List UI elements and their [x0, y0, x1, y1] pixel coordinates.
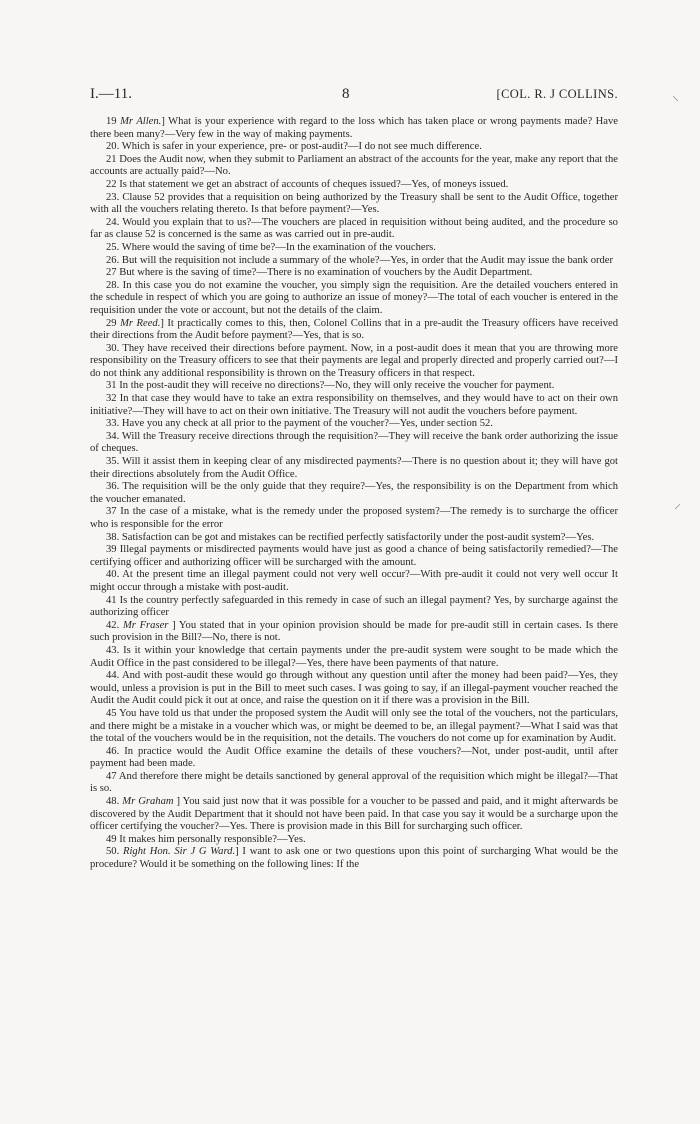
question-paragraph [90, 771, 618, 796]
question-text: ] What is your experience with regard to the loss which has taken place or wrong payments made? Have there been many?—Very few in the way of making payments. [90, 116, 618, 140]
speaker-name: Right Hon. Sir J G Ward. [123, 846, 236, 858]
question-paragraph [90, 569, 618, 594]
question-text: Where would the saving of time be?—In the examination of the vouchers. [121, 241, 436, 253]
question-number: 28. [106, 279, 123, 291]
question-number: 43. [106, 644, 124, 656]
question-text: ] I want to ask one or two questions upon this point of surcharging What would be the procedure? Would it be something on the following lines: If the [90, 846, 619, 871]
question-number: 36. [106, 481, 123, 493]
question-paragraph [90, 645, 618, 670]
question-number: 26. [106, 254, 122, 266]
question-text: In practice would the Audit Office examine the details of these vouchers?—Not, under post-audit, until after payment had been made. [90, 745, 618, 770]
question-text: And with post-audit these would go through without any question until after the money had been paid?—Yes, they would, unless a provision is put in the Bill to meet such cases. I was going to say, if an illegal-payment voucher reached the Audit the Audit could pick it out at once, and raise the question on it if there was a provision in the Bill. [90, 670, 618, 707]
section-reference: I.—11. [90, 86, 132, 102]
question-number: 45 [106, 707, 120, 719]
question-text: Is it within your knowledge that certain payments under the pre-audit system were sought to be made which the Audit Office in the past considered to be illegal?—Yes, there have been payments of that nature. [90, 644, 619, 669]
question-paragraph [90, 746, 618, 771]
question-number: 48. [106, 796, 123, 808]
question-paragraph [90, 796, 618, 834]
speaker-name: Mr Reed. [120, 317, 161, 329]
question-number: 25. [106, 241, 122, 253]
question-paragraph [90, 506, 618, 531]
question-number: 49 [106, 833, 120, 845]
question-text: Illegal payments or misdirected payments would have just as good a chance of being satisfactorily remedied?—The certifying officer and authorizing officer will be surcharged with the amount. [90, 544, 618, 568]
question-text: Would you explain that to us?—The vouchers are placed in requisition without being audited, and the procedure so far as clause 52 is concerned is the same as was carried out in pre-audit. [90, 216, 618, 241]
question-text: But will the requisition not include a summary of the whole?—Yes, in order that the Audit may issue the bank order [121, 254, 614, 266]
speaker-name: Mr Allen. [120, 116, 162, 127]
margin-mark: ⸌ [672, 95, 679, 110]
evidence-text [90, 116, 618, 872]
question-number: 22 [106, 178, 120, 190]
question-text: In the post-audit they will receive no directions?—No, they will only receive the voucher for payment. [119, 380, 555, 392]
question-paragraph [90, 393, 618, 418]
question-number: 47 [106, 770, 119, 782]
question-number: 29 [106, 317, 121, 329]
question-paragraph [90, 595, 618, 620]
question-paragraph [90, 846, 618, 871]
question-text: Will it assist them in keeping clear of any misdirected payments?—There is no question about it; they will have got their directions absolutely from the Audit Office. [90, 456, 618, 480]
witness-name: [COL. R. J COLLINS. [496, 87, 618, 101]
question-text: Will the Treasury receive directions through the requisition?—They will receive the bank order authorizing the issue of cheques. [90, 430, 618, 455]
question-text: ] You stated that in your opinion provision should be made for pre-audit still in certain cases. Is there such provision in the Bill?—No, there is not. [90, 619, 619, 644]
question-text: In that case they would have to take an extra responsibility on themselves, and they would have to act on their own initiative?—They will have to act on their own initiative. The Treasury will not audit the vouchers before payment. [90, 393, 618, 417]
question-number: 31 [106, 380, 120, 392]
question-text: Clause 52 provides that a requisition on being authorized by the Treasury shall be sent to the Audit Office, together with all the vouchers relating thereto. Is that before payment?—Yes. [90, 191, 619, 216]
question-paragraph [90, 267, 618, 280]
question-text: In this case you do not examine the voucher, you simply sign the requisition. Are the detailed vouchers entered in the schedule in respect of which you are going to authorize an issue of money?—The total of each voucher is entered in the requisition under the vote or account, but not the details of the claim. [90, 279, 618, 316]
question-paragraph [90, 481, 618, 506]
question-text: Is the country perfectly safeguarded in this remedy in case of such an illegal payment? Yes, by surcharge against the authorizing officer [90, 594, 618, 619]
question-paragraph [90, 141, 618, 154]
question-text: The requisition will be the only guide that they require?—Yes, the responsibility is on the Department from which the voucher emanated. [90, 481, 618, 505]
question-paragraph [90, 318, 618, 343]
question-paragraph [90, 834, 618, 847]
page-header [90, 86, 618, 106]
question-paragraph [90, 456, 618, 481]
question-number: 42. [106, 619, 123, 631]
question-paragraph [90, 544, 618, 569]
question-number: 33. [106, 418, 122, 430]
speaker-name: Mr Fraser [122, 619, 169, 631]
question-number: 39 [106, 544, 120, 556]
question-number: 34. [106, 430, 122, 442]
question-text: In the case of a mistake, what is the remedy under the proposed system?—The remedy is to surcharge the officer who is responsible for the error [90, 506, 619, 530]
question-paragraph [90, 280, 618, 318]
question-number: 40. [106, 569, 123, 581]
question-number: 32 [106, 393, 120, 405]
question-number: 44. [106, 670, 122, 682]
speaker-name: Mr Graham [122, 796, 174, 808]
question-text: ] You said just now that it was possible for a voucher to be passed and paid, and it might afterwards be discovered by the Audit Department that it should not have been paid. In that case you say it would be a surcharge upon the officer certifying the voucher?—Yes. There is provision made in this Bill for surcharging such officer. [90, 796, 618, 833]
question-paragraph [90, 192, 618, 217]
question-paragraph [90, 242, 618, 255]
question-number: 21 [106, 153, 120, 165]
question-text: Which is safer in your experience, pre- or post-audit?—I do not see much difference. [121, 141, 482, 153]
question-number: 37 [106, 506, 121, 518]
question-text: Have you any check at all prior to the payment of the voucher?—Yes, under section 52. [121, 418, 493, 430]
question-number: 35. [106, 456, 123, 468]
question-number: 50. [106, 846, 123, 858]
question-paragraph [90, 532, 618, 545]
question-paragraph [90, 255, 618, 268]
question-paragraph [90, 620, 618, 645]
question-text: But where is the saving of time?—There is no examination of vouchers by the Audit Department. [119, 267, 533, 279]
question-number: 30. [106, 342, 123, 354]
question-number: 24. [106, 216, 123, 228]
question-text: You have told us that under the proposed system the Audit will only see the total of the vouchers, not the particulars, and there might be a mistake in a voucher which was, or might be deemed to be, an illegal payment?—What I said was that the total of the vouchers would be in the requisition, not the details. The vouchers do not come up for examination by Audit. [90, 707, 618, 745]
question-number: 19 [106, 116, 121, 127]
question-number: 23. [106, 191, 123, 203]
question-paragraph [90, 217, 618, 242]
question-paragraph [90, 431, 618, 456]
question-text: It makes him personally responsible?—Yes. [119, 833, 306, 845]
question-paragraph [90, 116, 618, 141]
question-number: 41 [106, 594, 120, 606]
question-text: Satisfaction can be got and mistakes can be rectified perfectly satisfactorily under the post-audit system?—Yes. [121, 531, 595, 543]
question-paragraph [90, 343, 618, 381]
question-paragraph [90, 708, 618, 746]
question-paragraph [90, 154, 618, 179]
question-paragraph [90, 418, 618, 431]
question-number: 38. [106, 531, 122, 543]
question-text: Is that statement we get an abstract of accounts of cheques issued?—Yes, of moneys issued. [119, 178, 509, 190]
question-number: 27 [106, 267, 120, 279]
question-number: 20. [106, 141, 122, 153]
question-text: And therefore there might be details sanctioned by general approval of the requisition which might be illegal?—That is so. [90, 770, 618, 795]
page-number: 8 [342, 86, 350, 102]
question-paragraph [90, 179, 618, 192]
question-text: At the present time an illegal payment could not very well occur?—With pre-audit it could not very well occur It might occur through a mistake with post-audit. [90, 569, 618, 593]
question-text: ] It practically comes to this, then, Colonel Collins that in a pre-audit the Treasury officers have received their directions from the Audit before payment?—Yes, that is so. [90, 317, 618, 342]
question-paragraph [90, 380, 618, 393]
question-number: 46. [106, 745, 125, 757]
question-text: Does the Audit now, when they submit to Parliament an abstract of the accounts for the year, make any report that the accounts are actually paid?—No. [90, 153, 618, 178]
question-text: They have received their directions before payment. Now, in a post-audit does it mean that you are throwing more responsibility on the Treasury officers to see that their payments are legal and properly directed and properly carried out?—I do not think any additional responsibility is thrown on the Treasury officers in that respect. [90, 342, 618, 379]
question-paragraph [90, 670, 618, 708]
margin-mark: ⸍ [674, 503, 681, 518]
